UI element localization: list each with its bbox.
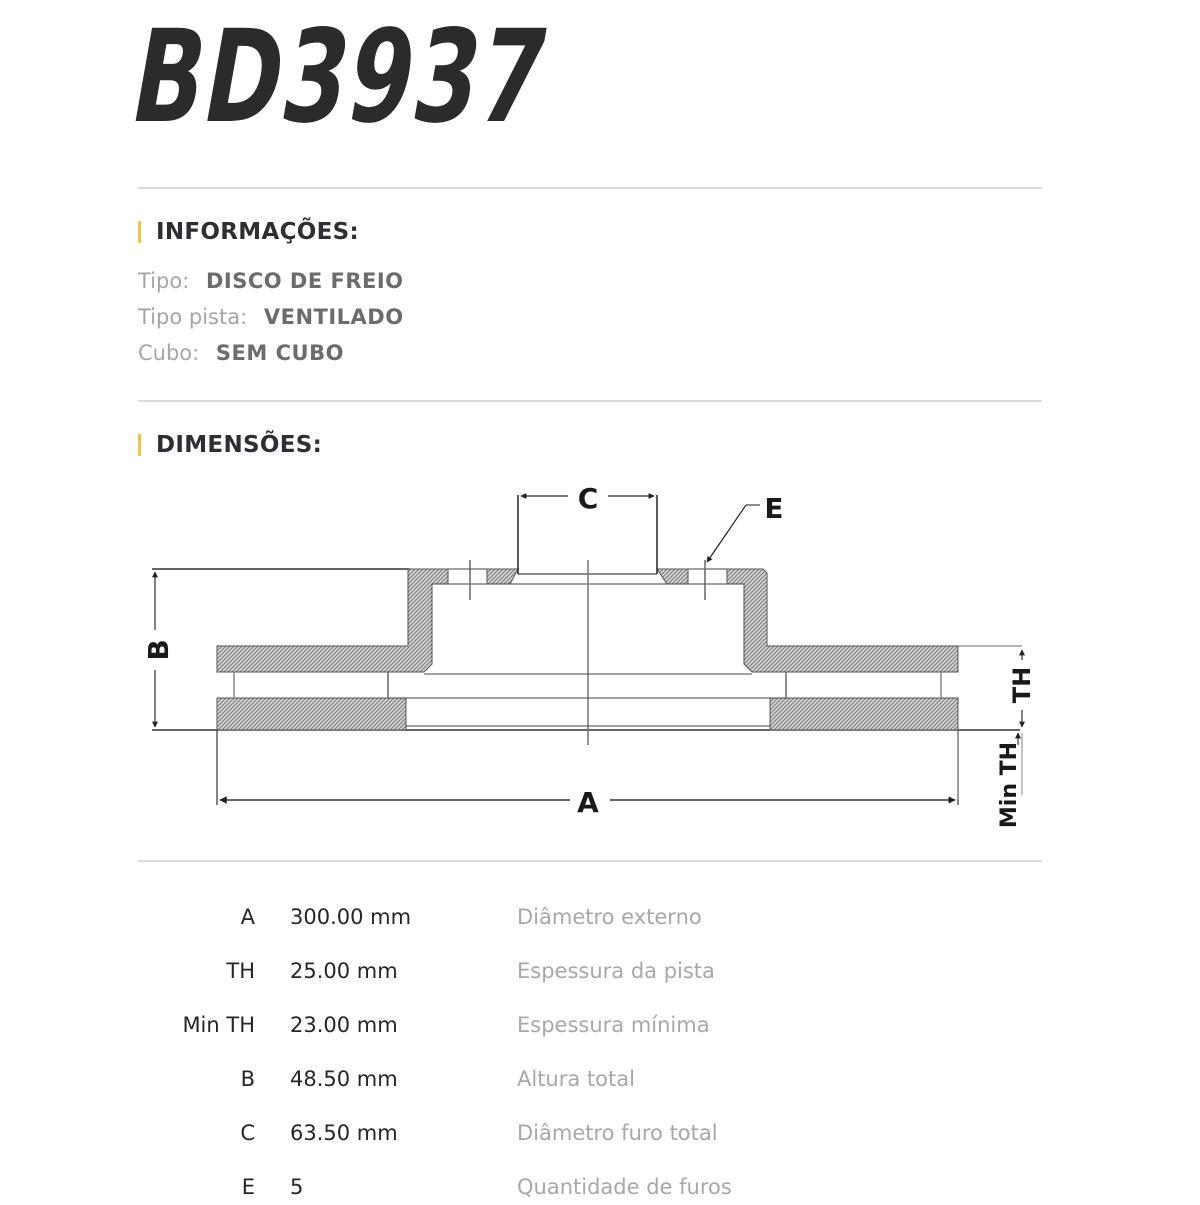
info-section-heading <box>138 219 359 245</box>
info-value: SEM CUBO <box>215 341 344 365</box>
dimension-key: Min TH <box>182 1013 255 1037</box>
dimension-key: A <box>240 905 255 929</box>
diagram-label-th: TH <box>1008 666 1036 704</box>
info-label: Cubo: <box>138 341 200 365</box>
dimension-value: 300.00 mm <box>290 905 412 929</box>
separator <box>138 860 1042 862</box>
info-label: Tipo: <box>138 269 190 293</box>
info-row-tipo-pista <box>138 305 404 329</box>
product-code-title: BD3937 <box>121 3 560 152</box>
dimension-value: 48.50 mm <box>290 1067 398 1091</box>
info-heading-text: INFORMAÇÕES: <box>156 219 359 245</box>
heading-accent-bar <box>138 221 141 243</box>
dimension-value: 25.00 mm <box>290 959 398 983</box>
dimension-description: Diâmetro furo total <box>517 1121 718 1145</box>
info-value: DISCO DE FREIO <box>205 269 404 293</box>
dimensions-section-heading <box>138 432 322 458</box>
dimension-key: B <box>240 1067 255 1091</box>
separator <box>138 400 1042 402</box>
dimensions-heading-text: DIMENSÕES: <box>156 432 323 458</box>
diagram-label-b: B <box>142 639 175 661</box>
info-row-cubo <box>138 341 344 365</box>
dimension-key: TH <box>226 959 255 983</box>
dimension-description: Diâmetro externo <box>517 905 702 929</box>
diagram-label-min-th: Min TH <box>997 741 1022 829</box>
dimension-description: Altura total <box>517 1067 635 1091</box>
info-label: Tipo pista: <box>138 305 248 329</box>
diagram-label-c: C <box>577 482 599 515</box>
diagram-label-e: E <box>764 492 784 525</box>
dimension-key: E <box>241 1175 255 1199</box>
dimension-description: Espessura mínima <box>517 1013 710 1037</box>
info-value: VENTILADO <box>263 305 404 329</box>
diagram-label-a: A <box>577 786 599 819</box>
dimension-value: 23.00 mm <box>290 1013 398 1037</box>
dimension-value: 63.50 mm <box>290 1121 398 1145</box>
dimension-description: Quantidade de furos <box>517 1175 732 1199</box>
dimension-value: 5 <box>290 1175 304 1199</box>
dimension-key: C <box>240 1121 255 1145</box>
heading-accent-bar <box>138 434 141 456</box>
info-row-tipo <box>138 269 404 293</box>
separator <box>138 187 1042 189</box>
dimension-description: Espessura da pista <box>517 959 715 983</box>
